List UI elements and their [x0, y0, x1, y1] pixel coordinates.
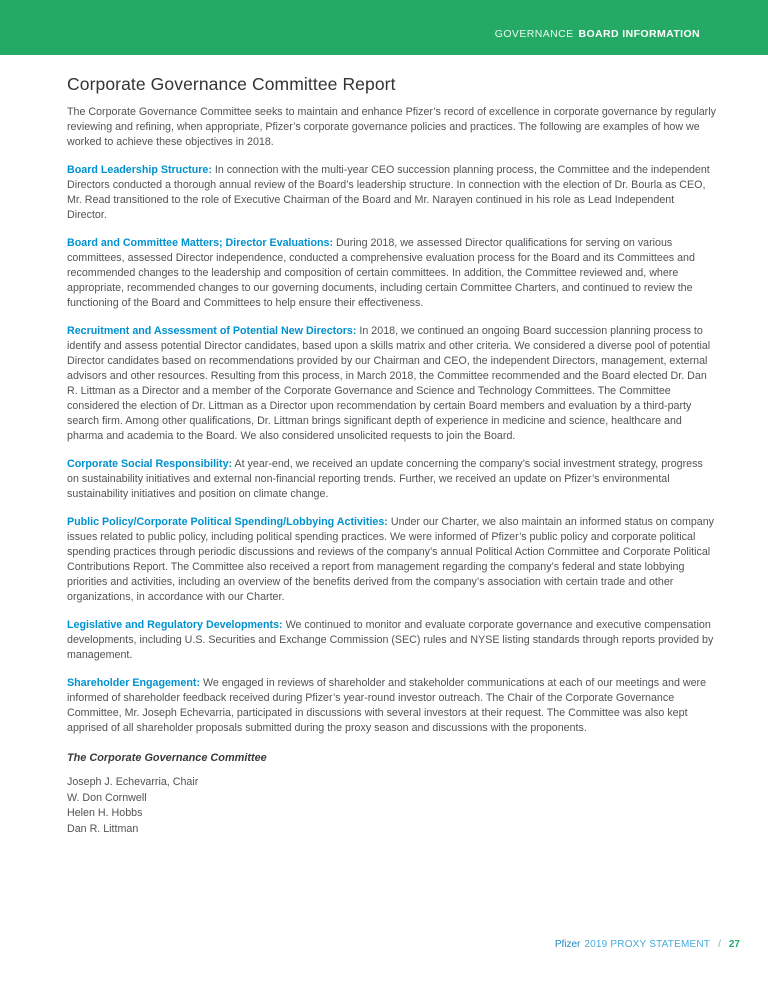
- section-heading: Recruitment and Assessment of Potential New Directors:: [67, 325, 357, 337]
- footer-doc-title: 2019 PROXY STATEMENT: [584, 939, 711, 950]
- section-body: In connection with the multi-year CEO succession planning process, the Committee and the independent Directors conducted a thorough annual review of the Board’s leadership structure. In connection with the election of Dr. Bourla as CEO, Mr. Read transitioned to the role of Executive Chairman of the Board and Mr. Narayen continued in his role as Lead Independent Director.: [67, 164, 710, 221]
- footer-brand: Pfizer: [554, 939, 581, 950]
- section-body: At year-end, we received an update concerning the company’s social investment strategy, progress on sustainability initiatives and external non-financial reporting trends. Further, we received an update on Pfizer’s environmental sustainability initiatives and position on climate change.: [67, 458, 703, 500]
- section-body: Under our Charter, we also maintain an informed status on company issues related to public policy, including political spending practices. We were informed of Pfizer’s public policy and corporate political spending practices through periodic discussions and reviews of the company’s annual Political Action Committee and Corporate Political Contributions Report. The Committee also received a report from management regarding the company’s federal and state lobbying priorities and activities, including an overview of the benefits derived from the company’s association with certain trade and other organizations, in accordance with our Charter.: [67, 516, 715, 603]
- section-heading: Board Leadership Structure:: [67, 164, 212, 176]
- header-section-label: GOVERNANCE: [494, 27, 574, 40]
- section-body: In 2018, we continued an ongoing Board succession planning process to identify and assess potential Director candidates, based upon a skills matrix and other criteria. We considered a diverse pool of potential Director candidates based on recommendations provided by our Chairman and CEO, the independent Directors, management, external advisors and other resources. Resulting from this process, in March 2018, the Committee recommended and the Board elected Dr. Dan R. Littman as a Director and a member of the Corporate Governance and Science and Technology Committees. The Committee considered the election of Dr. Littman as a Director upon recommendation by certain Board members and evaluation by a third-party search firm. Among other qualifications, Dr. Littman brings significant depth of experience in medicine and science, healthcare and pharma and academia to the Board. We also considered unsolicited requests to join the Board.: [67, 325, 711, 442]
- committee-member: Dan R. Littman: [67, 822, 139, 835]
- section-public-policy-lobbying: [67, 515, 716, 605]
- section-shareholder-engagement: [67, 676, 716, 736]
- section-board-committee-matters: [67, 236, 716, 311]
- section-body: During 2018, we assessed Director qualifications for serving on various committees, assessed Director independence, conducted a comprehensive evaluation process for the Board and its Committees and recommended changes to the leadership and composition of certain committees. In addition, the Committee reviewed and, where appropriate, recommended changes to our governing documents, including certain Committee Charters, and continued to review the functioning of the Board and Committees to help ensure their effectiveness.: [67, 237, 695, 309]
- footer-separator: /: [718, 939, 721, 950]
- section-heading: Shareholder Engagement:: [67, 677, 201, 689]
- section-heading: Public Policy/Corporate Political Spending/Lobbying Activities:: [67, 516, 388, 528]
- section-legislative-regulatory: [67, 618, 716, 663]
- header-bar: [0, 0, 768, 55]
- committee-signature: The Corporate Governance Committee: [67, 752, 267, 764]
- header-subsection-label: BOARD INFORMATION: [578, 27, 700, 40]
- section-body: We engaged in reviews of shareholder and stakeholder communications at each of our meetings and were informed of shareholder feedback received during Pfizer’s year-round investor outreach. The Chair of the Corporate Governance Committee, Mr. Joseph Echevarria, participated in discussions with several investors at their request. The Committee was also kept apprised of all shareholder proposals submitted during the proxy season and discussions with the proponents.: [67, 677, 707, 734]
- committee-members-list: [67, 775, 716, 837]
- committee-member: Joseph J. Echevarria, Chair: [67, 776, 199, 788]
- footer-page-number: 27: [728, 939, 740, 950]
- committee-member: W. Don Cornwell: [67, 791, 147, 804]
- intro-paragraph-text: The Corporate Governance Committee seeks to maintain and enhance Pfizer’s record of excellence in corporate governance by regularly reviewing and refining, when appropriate, Pfizer’s corporate governance policies and practices. The following are examples of how we worked to achieve these objectives in 2018.: [67, 106, 716, 148]
- page-title: Corporate Governance Committee Report: [67, 74, 396, 94]
- section-heading: Board and Committee Matters; Director Evaluations:: [67, 237, 334, 249]
- section-recruitment-new-directors: [67, 324, 716, 444]
- section-heading: Corporate Social Responsibility:: [67, 458, 233, 470]
- committee-member: Helen H. Hobbs: [67, 807, 143, 819]
- section-corporate-social-responsibility: [67, 457, 716, 502]
- intro-paragraph: [67, 105, 716, 150]
- section-board-leadership-structure: [67, 163, 716, 223]
- section-body: We continued to monitor and evaluate corporate governance and executive compensation developments, including U.S. Securities and Exchange Commission (SEC) rules and NYSE listing standards through reports provided by management.: [67, 619, 714, 661]
- page-footer: [555, 939, 740, 950]
- main-content: [67, 74, 716, 837]
- section-heading: Legislative and Regulatory Developments:: [67, 619, 283, 631]
